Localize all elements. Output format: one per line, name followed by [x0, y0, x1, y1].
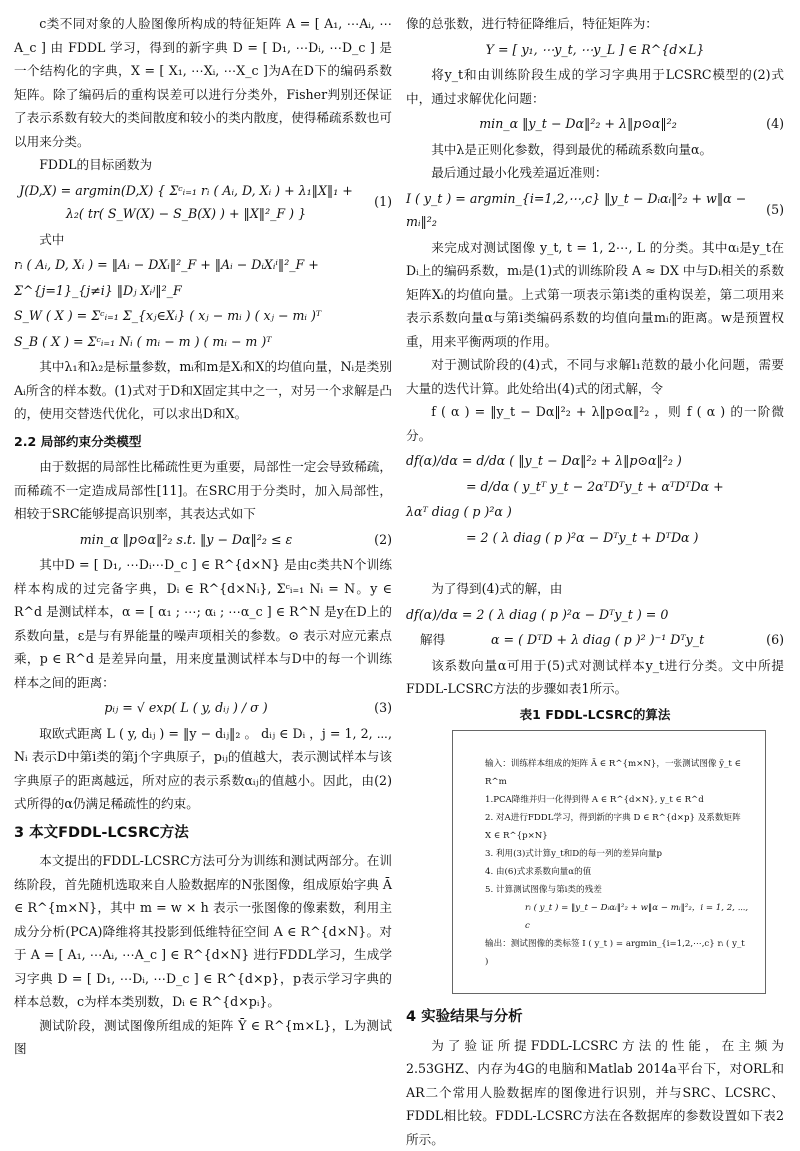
equation-body: α = ( DᵀD + λ diag ( p )² )⁻¹ Dᵀy_t [445, 628, 750, 652]
derivative-line-3: λαᵀ diag ( p )²α ) [406, 500, 784, 524]
spacer [406, 551, 784, 577]
equation-number: (1) [358, 190, 392, 214]
equation-5 [406, 187, 784, 234]
paragraph: 取欧式距离 L ( y, dᵢⱼ ) = ‖y − dᵢⱼ‖₂ 。 dᵢⱼ ∈ Dᵢ ，j = 1, 2, ⋯, Nᵢ 表示D中第i类的第j个字典原子，pᵢⱼ的值越大，表示测试样本与该字典原子的距离越远，所对应的表示系数αᵢⱼ的值越小。因此，由(2)式所得的α仍满足稀疏性的约束。 [14, 722, 392, 816]
derivative-line-1: df(α)/dα = d/dα ( ‖y_t − Dα‖²₂ + λ‖p⊙α‖²₂ ) [406, 449, 784, 473]
paragraph: 对于测试阶段的(4)式，不同与求解l₁范数的最小化问题，需要大量的迭代计算。此处给出(4)式的闭式解，令 [406, 353, 784, 400]
equation-number: (6) [750, 628, 784, 652]
algo-line: 输入：训练样本组成的矩阵 Ā ∈ R^{m×N}，一张测试图像 ȳ_t ∈ R^m [485, 755, 749, 791]
paragraph: f ( α ) = ‖y_t − Dα‖²₂ + λ‖p⊙α‖²₂ ，则 f ( α ) 的一阶微分。 [406, 400, 784, 447]
paragraph: 其中λ₁和λ₂是标量参数，mᵢ和m是Xᵢ和X的均值向量，Nᵢ是类别Aᵢ所含的样本数。(1)式对于D和X固定其中之一，对另一个求解是凸的，使用交替迭代优化，可以求出D和X。 [14, 355, 392, 426]
paragraph: 为了验证所提FDDL-LCSRC方法的性能，在主频为2.53GHZ、内存为4G的电脑和Matlab 2014a平台下，对ORL和AR二个常用人脸数据库的图像进行识别，并与SRC、LCSRC、FDDL相比较。FDDL-LCSRC方法在各数据库的参数设置如下表2所示。 [406, 1034, 784, 1151]
equation-sw: S_W ( X ) = Σᶜᵢ₌₁ Σ_{xⱼ∈Xᵢ} ( xⱼ − mᵢ ) ( xⱼ − mᵢ )ᵀ [14, 304, 392, 328]
algo-line: 1.PCA降维并归一化得到得 A ∈ R^{d×N}, y_t ∈ R^d [485, 791, 749, 809]
paragraph: FDDL的目标函数为 [14, 153, 392, 177]
paragraph: c类不同对象的人脸图像所构成的特征矩阵 A = [ A₁, ⋯Aᵢ, ⋯A_c ] 由 FDDL 学习，得到的新字典 D = [ D₁, ⋯Dᵢ, ⋯D_c ] 是一个结构化的字典，X = [ X₁, ⋯Xᵢ, ⋯X_c ]为A在D下的编码系数矩阵。除了编码后的重构误差可以进行分类外，Fisher判别还保证了表示系数有较大的类间散度和较小的类内散度，使得稀疏系数也可以用来分类。 [14, 12, 392, 153]
equation-body: I ( y_t ) = argmin_{i=1,2,⋯,c} ‖y_t − Dᵢαᵢ‖²₂ + w‖α − mᵢ‖²₂ [406, 187, 750, 234]
paragraph: 为了得到(4)式的解，由 [406, 577, 784, 601]
paragraph: 该系数向量α可用于(5)式对测试样本y_t进行分类。文中所提FDDL-LCSRC方法的步骤如表1所示。 [406, 654, 784, 701]
section-heading-2-2: 2.2 局部约束分类模型 [14, 430, 392, 454]
equation-r-line2: Σ^{j=1}_{j≠i} ‖Dⱼ Xᵢʲ‖²_F [14, 279, 392, 303]
left-column [14, 12, 392, 1061]
paragraph: 测试阶段，测试图像所组成的矩阵 Ȳ ∈ R^{m×L}，L为测试图 [14, 1014, 392, 1061]
equation-body: J(D,X) = argmin(D,X) { Σᶜᵢ₌₁ rᵢ ( Aᵢ, D, Xᵢ ) + λ₁‖X‖₁ + λ₂( tr( S_W(X) − S_B(X) ) + ‖X‖²_F ) } [14, 179, 358, 226]
section-heading-3: 3 本文FDDL-LCSRC方法 [14, 822, 392, 846]
derivative-line-4: = 2 ( λ diag ( p )²α − Dᵀy_t + DᵀDα ) [406, 526, 784, 550]
algo-line: 4. 由(6)式求系数向量α的值 [485, 863, 749, 881]
paragraph: 来完成对测试图像 y_t, t = 1, 2⋯, L 的分类。其中αᵢ是y_t在Dᵢ上的编码系数，mᵢ是(1)式的训练阶段 A ≈ DX 中与Dᵢ相关的系数矩阵Xᵢ的均值向量。上式第一项表示第i类的重构误差，第二项用来表示系数向量α与第i类编码系数的均值向量mᵢ的距离。w是预置权重，用来平衡两项的作用。 [406, 236, 784, 354]
equation-body: min_α ‖p⊙α‖²₂ s.t. ‖y − Dα‖²₂ ≤ ε [14, 528, 358, 552]
equation-number: (4) [750, 112, 784, 136]
equation-number: (2) [358, 528, 392, 552]
equation-2 [14, 528, 392, 552]
algo-line: rᵢ ( y_t ) = ‖y_t − Dᵢαᵢ‖²₂ + w‖α − mᵢ‖²₂，i = 1, 2, ⋯, c [485, 899, 749, 935]
paragraph: 由于数据的局部性比稀疏性更为重要，局部性一定会导致稀疏，而稀疏不一定造成局部性[11]。在SRC用于分类时，加入局部性，相较于SRC能够提高识别率，其表达式如下 [14, 455, 392, 526]
equation-body: Y = [ y₁, ⋯y_t, ⋯y_L ] ∈ R^{d×L} [406, 38, 784, 62]
equation-sb: S_B ( X ) = Σᶜᵢ₌₁ Nᵢ ( mᵢ − m ) ( mᵢ − m )ᵀ [14, 330, 392, 354]
equation-6 [406, 628, 784, 652]
equation-number: (3) [358, 696, 392, 720]
paragraph: 其中D = [ D₁, ⋯Dᵢ⋯D_c ] ∈ R^{d×N} 是由c类共N个训练样本构成的过完备字典，Dᵢ ∈ R^{d×Nᵢ}, Σᶜᵢ₌₁ Nᵢ = N。y ∈ R^d 是测试样本，α = [ α₁ ; ⋯; αᵢ ; ⋯α_c ] ∈ R^N 是y在D上的系数向量，ε是与有界能量的噪声项相关的参数。⊙ 表示对应元素点乘，p ∈ R^d 是差异向量，用来度量测试样本与D中的每一个训练样本之间的距离： [14, 553, 392, 694]
equation-r-line1: rᵢ ( Aᵢ, D, Xᵢ ) = ‖Aᵢ − DXᵢ‖²_F + ‖Aᵢ − DᵢXᵢⁱ‖²_F + [14, 253, 392, 277]
equation-label: 解得 [406, 628, 445, 652]
section-heading-4: 4 实验结果与分析 [406, 1006, 784, 1030]
derivative-line-2: = d/dα ( y_tᵀ y_t − 2αᵀDᵀy_t + αᵀDᵀDα + [406, 475, 784, 499]
equation-body: pᵢⱼ = √ exp( L ( y, dᵢⱼ ) / σ ) [14, 696, 358, 720]
equation-body: min_α ‖y_t − Dα‖²₂ + λ‖p⊙α‖²₂ [406, 112, 750, 136]
algo-line: 2. 对A进行FDDL学习，得到新的字典 D ∈ R^{d×p} 及系数矩阵 X ∈ R^{p×N} [485, 809, 749, 845]
equation-number: (5) [750, 198, 784, 222]
algo-line: 3. 利用(3)式计算y_t和D的每一列的差异向量p [485, 845, 749, 863]
equation-1 [14, 179, 392, 226]
paragraph: 最后通过最小化残差逼近准则： [406, 161, 784, 185]
algo-line: 输出：测试图像的类标签 I ( y_t ) = argmin_{i=1,2,⋯,c} rᵢ ( y_t ) [485, 935, 749, 971]
derivative-line-5: df(α)/dα = 2 ( λ diag ( p )²α − Dᵀy_t ) = 0 [406, 603, 784, 627]
paragraph: 本文提出的FDDL-LCSRC方法可分为训练和测试两部分。在训练阶段，首先随机选取来自人脸数据库的N张图像，组成原始字典 Ā ∈ R^{m×N}，其中 m = w × h 表示一张图像的像素数，利用主成分分析(PCA)降维将其投影到低维特征空间 A ∈ R^{d×N}。对于 A = [ A₁, ⋯Aᵢ, ⋯A_c ] ∈ R^{d×N} 进行FDDL学习，生成学习字典 D = [ D₁, ⋯Dᵢ, ⋯D_c ] ∈ R^{d×p}，p表示学习字典的样本总数，c为样本类别数，Dᵢ ∈ R^{d×pᵢ}。 [14, 849, 392, 1014]
equation-y [406, 38, 784, 62]
table-caption: 表1 FDDL-LCSRC的算法 [406, 703, 784, 727]
equation-4 [406, 112, 784, 136]
paragraph: 像的总张数，进行特征降维后，特征矩阵为： [406, 12, 784, 36]
equation-3 [14, 696, 392, 720]
paragraph: 其中λ是正则化参数，得到最优的稀疏系数向量α。 [406, 138, 784, 162]
paragraph: 式中 [14, 228, 392, 252]
paragraph: 将y_t和由训练阶段生成的学习字典用于LCSRC模型的(2)式中，通过求解优化问题： [406, 63, 784, 110]
right-column [406, 12, 784, 1151]
algo-line: 5. 计算测试图像与第i类的残差 [485, 881, 749, 899]
algorithm-box [452, 730, 766, 994]
